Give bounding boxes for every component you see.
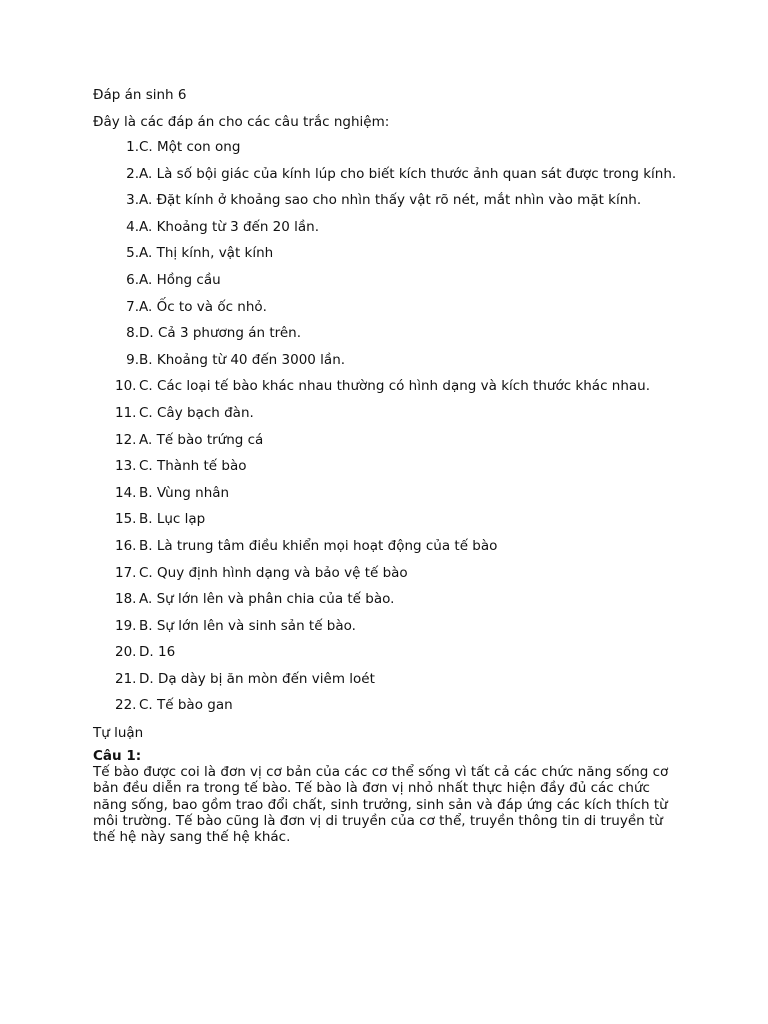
list-item [93,485,683,501]
item-number: 7. [126,298,139,315]
item-text: B. Khoảng từ 40 đến 3000 lần. [139,351,346,368]
item-text: A. Sự lớn lên và phân chia của tế bào. [139,591,395,608]
item-text: B. Vùng nhân [139,484,230,501]
list-item [93,618,683,634]
document-title: Đáp án sinh 6 [93,87,187,103]
item-text: B. Sự lớn lên và sinh sản tế bào. [139,617,356,634]
item-number: 13. [115,458,137,475]
list-item [93,166,683,182]
item-number: 18. [115,591,137,608]
item-number: 6. [126,271,139,288]
list-item [93,671,683,687]
list-item [93,458,683,474]
essay-section-heading: Tự luận [93,725,144,742]
item-text: A. Tế bào trứng cá [139,431,264,448]
item-text: A. Đặt kính ở khoảng sao cho nhìn thấy vật rõ nét, mắt nhìn vào mặt kính. [139,192,642,209]
item-number: 22. [115,697,137,714]
item-number: 11. [115,404,137,421]
intro-text: Đây là các đáp án cho các câu trắc nghiệm: [93,114,390,130]
item-text: C. Thành tế bào [139,458,247,475]
list-item [93,352,683,368]
list-item [93,538,683,554]
list-item [93,378,683,394]
list-item [93,432,683,448]
list-item [93,591,683,607]
item-number: 10. [115,378,137,395]
item-number: 17. [115,564,137,581]
item-text: C. Các loại tế bào khác nhau thường có hình dạng và kích thước khác nhau. [139,378,651,395]
item-text: C. Quy định hình dạng và bảo vệ tế bào [139,564,408,581]
item-text: D. 16 [139,644,176,661]
answer-list [93,139,683,713]
item-text: A. Khoảng từ 3 đến 20 lần. [139,218,320,235]
list-item [93,245,683,261]
item-text: D. Cả 3 phương án trên. [139,325,302,342]
item-text: C. Một con ong [139,139,241,155]
item-text: A. Ốc to và ốc nhỏ. [139,298,267,315]
item-number: 14. [115,484,137,501]
document-body [93,86,683,846]
list-item [93,644,683,660]
item-number: 12. [115,431,137,448]
item-number: 5. [126,245,139,262]
item-number: 1. [126,139,139,155]
item-text: C. Tế bào gan [139,697,233,714]
item-number: 8. [126,325,139,342]
item-number: 3. [126,192,139,209]
item-text: A. Thị kính, vật kính [139,245,274,262]
item-text: C. Cây bạch đàn. [139,404,254,421]
item-number: 21. [115,670,137,687]
list-item [93,299,683,315]
item-number: 15. [115,511,137,528]
item-number: 19. [115,617,137,634]
item-text: B. Là trung tâm điều khiển mọi hoạt động của tế bào [139,537,498,554]
list-item [93,192,683,208]
list-item [93,139,683,155]
list-item [93,272,683,288]
list-item [93,697,683,713]
list-item [93,511,683,527]
list-item [93,219,683,235]
item-number: 20. [115,644,137,661]
item-text: A. Là số bội giác của kính lúp cho biết kích thước ảnh quan sát được trong kính. [139,165,677,182]
item-number: 4. [126,218,139,235]
item-text: A. Hồng cầu [139,271,221,288]
item-number: 2. [126,165,139,182]
item-number: 9. [126,351,139,368]
question-answer-text: Tế bào được coi là đơn vị cơ bản của các cơ thể sống vì tất cả các chức năng sống cơ bản đều diễn ra trong tế bào. Tế bào là đơn vị nhỏ nhất thực hiện đầy đủ các chức năng sống, bao gồm trao đổi chất, sinh trưởng, sinh sản và đáp ứng các kích thích từ môi trường. Tế bào cũng là đơn vị di truyền của cơ thể, truyền thông tin di truyền từ thế hệ này sang thế hệ khác. [93,764,669,846]
question-heading: Câu 1: [93,748,142,765]
item-text: B. Lục lạp [139,511,206,528]
item-text: D. Dạ dày bị ăn mòn đến viêm loét [139,670,375,687]
list-item [93,565,683,581]
list-item [93,325,683,341]
list-item [93,405,683,421]
item-number: 16. [115,537,137,554]
